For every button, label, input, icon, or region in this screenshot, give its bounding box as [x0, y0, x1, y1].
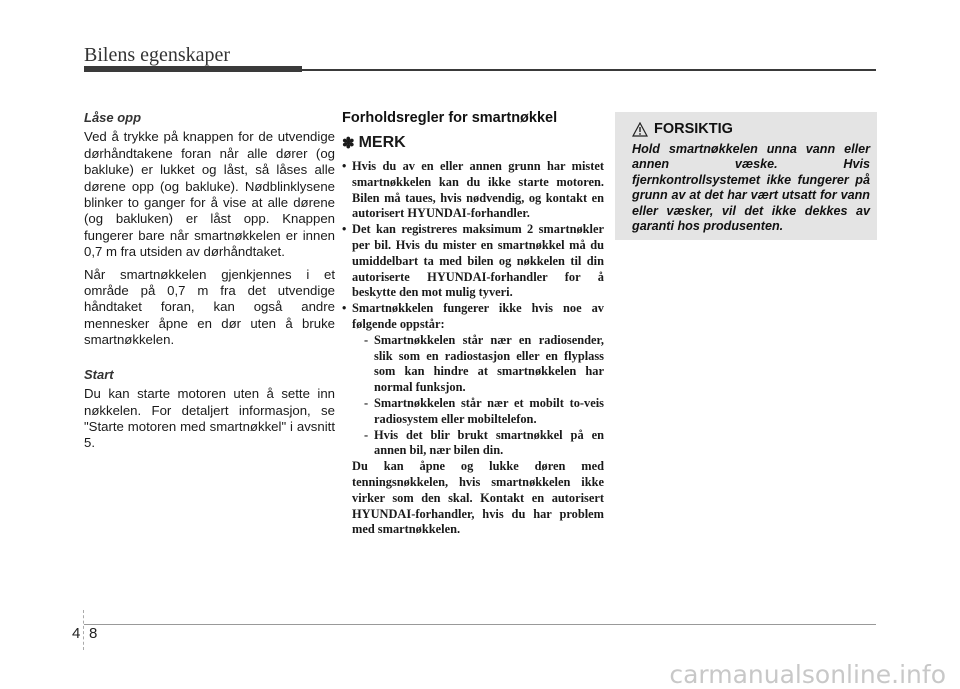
page-number: 8	[89, 625, 98, 642]
list-item	[342, 222, 604, 301]
asterisk-icon: ✽	[342, 135, 355, 152]
caution-title: FORSIKTIG	[654, 121, 733, 137]
start-paragraph: Du kan starte motoren uten å sette inn nøkkelen. For detaljert informasjon, se "Starte motoren med smartnøkkel" i avsnitt 5.	[84, 386, 335, 451]
sub-list-item-text: Smartnøkkelen står nær et mobilt to-veis radiosystem eller mobiltelefon.	[374, 395, 604, 426]
caution-header	[632, 121, 733, 137]
list-item	[342, 159, 604, 222]
caution-text: Hold smartnøkkelen unna vann eller annen væske. Hvis fjernkontrollsystemet ikke fungerer på grunn av at det har vært utsatt for vann eller væsker, vil det ikke dekkes av garanti hos produsenten.	[632, 142, 870, 234]
footer-rule	[84, 624, 876, 625]
list-item-text: Hvis du av en eller annen grunn har mistet smartnøkkelen kan du ikke starte motoren. Bilen må taues, hvis nødvendig, og kontakt en autorisert HYUNDAI-forhandler.	[352, 159, 604, 221]
header-rule-thick	[84, 66, 302, 72]
unlock-heading: Låse opp	[84, 110, 142, 125]
page-header-title: Bilens egenskaper	[84, 44, 231, 66]
sub-list-item	[342, 428, 604, 460]
note-label: MERK	[358, 134, 406, 151]
precautions-heading: Forholdsregler for smartnøkkel	[342, 110, 558, 126]
caution-box	[615, 112, 877, 240]
note-header	[342, 134, 604, 152]
header-rule-thin	[302, 69, 876, 71]
dash-marker: -	[364, 395, 369, 410]
start-heading: Start	[84, 366, 114, 382]
bullet-icon: •	[342, 222, 347, 237]
footer-divider	[83, 610, 84, 650]
bullet-icon: •	[342, 301, 347, 316]
bullet-icon: •	[342, 159, 347, 173]
spacer	[84, 355, 335, 367]
list-item	[342, 301, 604, 333]
dash-marker: -	[364, 332, 369, 347]
sub-list-item-text: Smartnøkkelen står nær en radiosender, slik som en radiostasjon eller en flyplass som kan hindre at smartnøkkelen har normal funksjon.	[374, 332, 604, 395]
sub-list-item	[342, 333, 604, 396]
watermark: carmanualsonline.info	[669, 660, 946, 689]
sub-list-item-text: Hvis det blir brukt smartnøkkel på en annen bil, nær bilen din.	[374, 427, 604, 458]
dash-marker: -	[364, 427, 369, 442]
list-item-text: Det kan registreres maksimum 2 smartnøkler per bil. Hvis du mister en smartnøkkel må du umiddelbart ta med bilen og nøkkelen til din autoriserte HYUNDAI-forhandler for å beskytte den mot mulig tyveri.	[352, 222, 604, 300]
list-item-text: Smartnøkkelen fungerer ikke hvis noe av følgende oppstår:	[352, 301, 604, 331]
section-number: 4	[72, 625, 81, 642]
warning-triangle-icon	[632, 122, 648, 137]
left-column	[84, 110, 335, 458]
sub-list-item	[342, 396, 604, 428]
unlock-paragraph-1: Ved å trykke på knappen for de utvendige dørhåndtakene foran når alle dører (og bakluke) er lukket og låst, så låses alle dørene opp (og bakluke). Nødblinklysene blinker to ganger for å vise at alle dørene (og bakluken) er låst opp. Knappen fungerer bare når smartnøkkelen er innen 0,7 m fra utsiden av dørhåndtaket.	[84, 129, 335, 260]
unlock-paragraph-2: Når smartnøkkelen gjenkjennes i et område på 0,7 m fra det utvendige håndtaket foran, kan også andre mennesker åpne en dør uten å bruke smartnøkkelen.	[84, 266, 335, 348]
middle-column	[342, 110, 604, 538]
note-closing-text: Du kan åpne og lukke døren med tenningsnøkkelen, hvis smartnøkkelen ikke virker som den skal. Kontakt en autorisert HYUNDAI-forhandler, hvis du har problem med smartnøkkelen.	[352, 459, 604, 537]
note-body	[342, 159, 604, 538]
